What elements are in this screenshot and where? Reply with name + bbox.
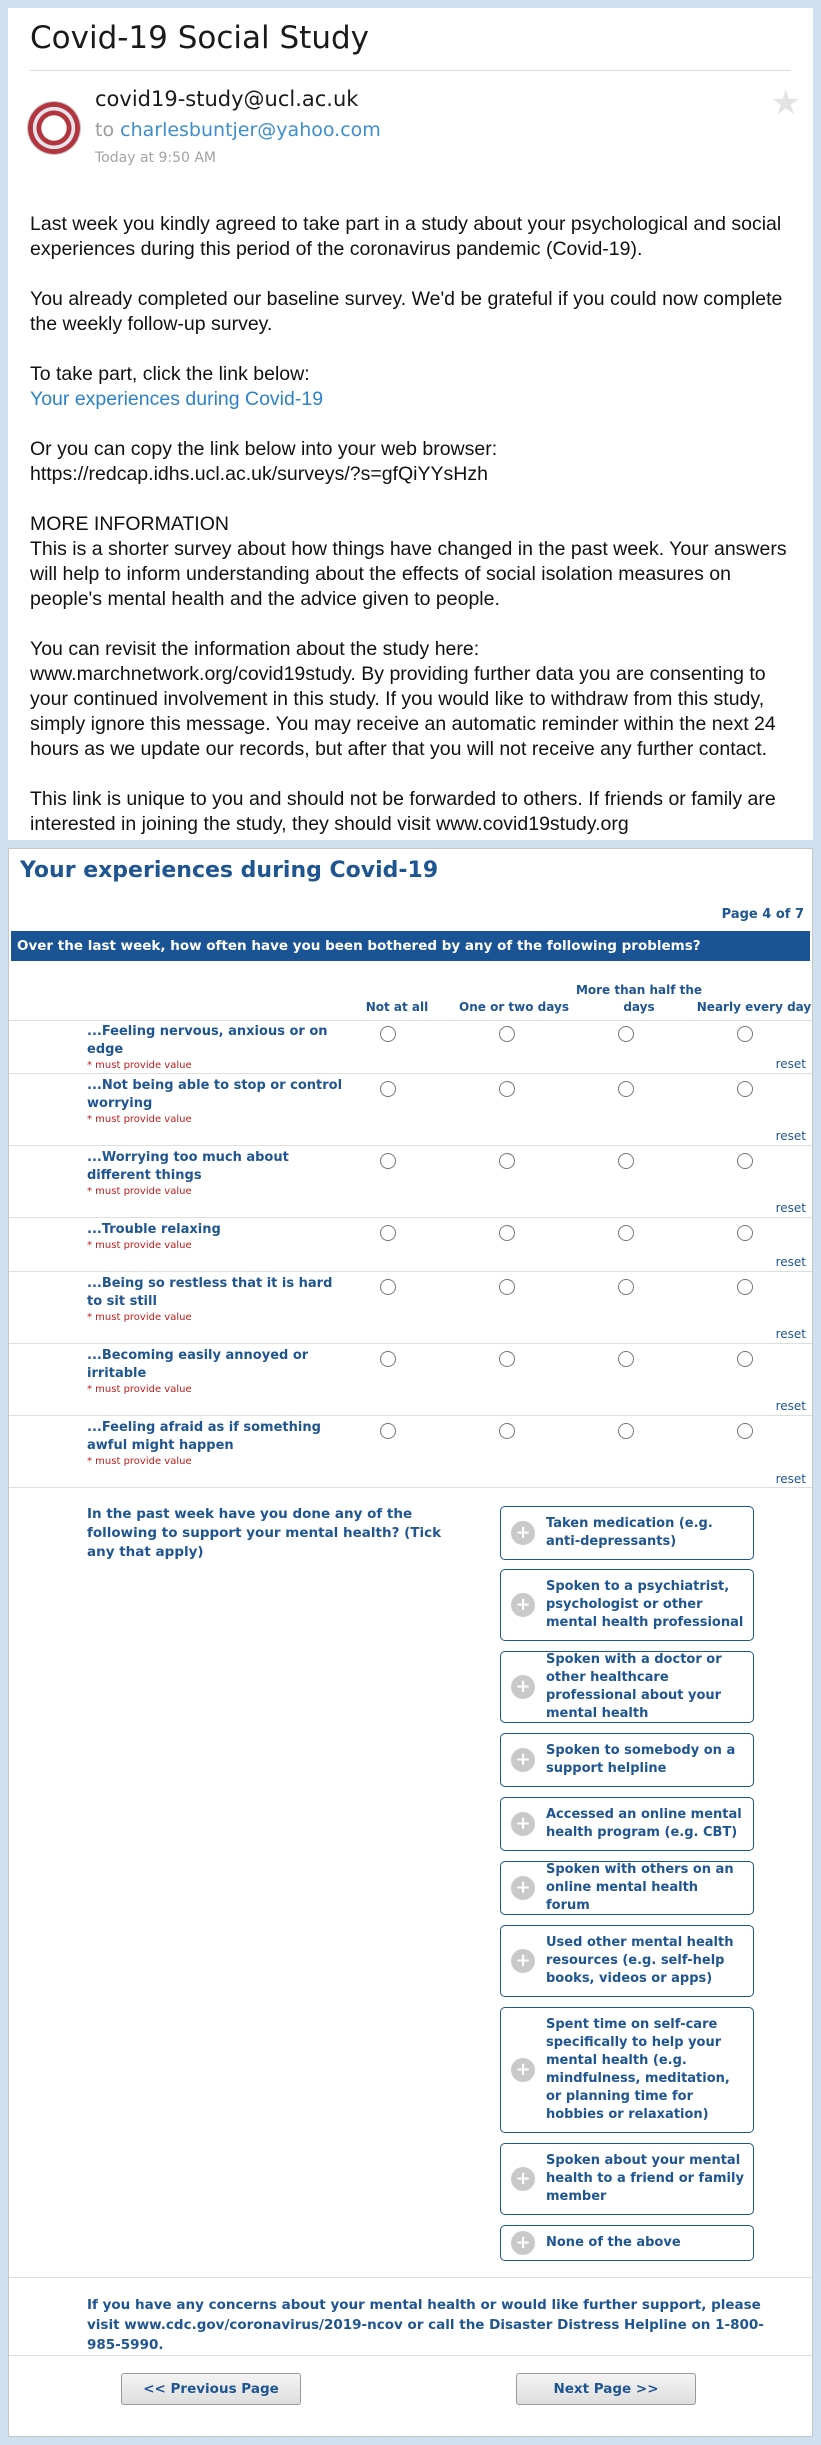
sender-avatar (28, 102, 80, 154)
page-indicator: Page 4 of 7 (721, 907, 804, 922)
body-paragraph (30, 362, 800, 412)
url-intro: Or you can copy the link below into your web browser: (30, 438, 498, 460)
reset-link[interactable]: reset (775, 1201, 806, 1215)
divider (30, 70, 791, 71)
option-psychiatrist[interactable] (500, 1569, 754, 1641)
option-label: Accessed an online mental health program (e.g. CBT) (546, 1807, 742, 1840)
reset-link[interactable]: reset (775, 1399, 806, 1413)
plus-icon: + (511, 1675, 535, 1699)
plus-icon: + (511, 1949, 535, 1973)
radio-nearly-every-day[interactable] (737, 1279, 753, 1295)
option-label: None of the above (546, 2235, 681, 2250)
survey-link[interactable]: Your experiences during Covid-19 (30, 388, 324, 410)
option-other-resources[interactable] (500, 1925, 754, 1997)
reset-link[interactable]: reset (775, 1327, 806, 1341)
option-label: Spoken to a psychiatrist, psychologist or other mental health professional (546, 1579, 744, 1630)
radio-nearly-every-day[interactable] (737, 1026, 753, 1042)
matrix-header: Over the last week, how often have you been bothered by any of the following problems? (11, 931, 810, 961)
body-paragraph: Last week you kindly agreed to take part in a study about your psychological and social experiences during this period of the coronavirus pandemic (Covid-19). (30, 213, 782, 260)
required-note: * must provide value (87, 1060, 192, 1071)
previous-page-button[interactable]: << Previous Page (121, 2373, 301, 2405)
row-divider (9, 1145, 812, 1146)
question-label (87, 1419, 347, 1469)
required-note: * must provide value (87, 1240, 192, 1251)
radio-more-than-half[interactable] (618, 1081, 634, 1097)
option-online-program[interactable] (500, 1797, 754, 1851)
question-text: ...Trouble relaxing (87, 1222, 221, 1237)
required-note: * must provide value (87, 1456, 192, 1467)
required-note: * must provide value (87, 1312, 192, 1323)
row-divider (9, 1073, 812, 1074)
to-label: to (95, 119, 115, 141)
radio-nearly-every-day[interactable] (737, 1081, 753, 1097)
question-row (9, 1415, 812, 1487)
radio-one-or-two-days[interactable] (499, 1081, 515, 1097)
reset-link[interactable]: reset (775, 1255, 806, 1269)
survey-title: Your experiences during Covid-19 (20, 858, 439, 883)
radio-not-at-all[interactable] (380, 1423, 396, 1439)
required-note: * must provide value (87, 1186, 192, 1197)
row-divider (9, 1020, 812, 1021)
plus-icon: + (511, 1748, 535, 1772)
radio-one-or-two-days[interactable] (499, 1423, 515, 1439)
plus-icon: + (511, 2167, 535, 2191)
reset-link[interactable]: reset (775, 1129, 806, 1143)
question-row (9, 1343, 812, 1415)
radio-more-than-half[interactable] (618, 1423, 634, 1439)
radio-one-or-two-days[interactable] (499, 1279, 515, 1295)
question-text: ...Feeling nervous, anxious or on edge (87, 1024, 328, 1057)
radio-nearly-every-day[interactable] (737, 1351, 753, 1367)
question-label (87, 1221, 347, 1253)
question-row (9, 1271, 812, 1343)
email-timestamp: Today at 9:50 AM (95, 150, 217, 166)
star-icon[interactable]: ★ (770, 84, 801, 122)
column-header: Not at all (365, 1000, 429, 1014)
email-panel (8, 8, 813, 840)
option-medication[interactable] (500, 1506, 754, 1560)
radio-more-than-half[interactable] (618, 1026, 634, 1042)
sender-address[interactable]: covid19-study@ucl.ac.uk (95, 87, 359, 111)
link-intro: To take part, click the link below: (30, 363, 310, 385)
option-online-forum[interactable] (500, 1861, 754, 1915)
plus-icon: + (511, 2231, 535, 2255)
option-label: Spoken with a doctor or other healthcare professional about your mental health (546, 1652, 722, 1721)
question-row (9, 1073, 812, 1145)
option-label: Spent time on self-care specifically to help your mental health (e.g. mindfulness, meditation, or planning time for hobbies or relaxation) (546, 2017, 730, 2122)
section-divider (9, 1487, 812, 1488)
body-paragraph: This link is unique to you and should not be forwarded to others. If friends or family are interested in joining the study, they should visit www.covid19study.org (30, 788, 776, 835)
radio-not-at-all[interactable] (380, 1351, 396, 1367)
question-row (9, 1020, 812, 1073)
option-self-care[interactable] (500, 2007, 754, 2133)
row-divider (9, 1415, 812, 1416)
question-label (87, 1275, 347, 1325)
required-note: * must provide value (87, 1114, 192, 1125)
survey-panel (8, 848, 813, 2437)
option-label: Used other mental health resources (e.g. self-help books, videos or apps) (546, 1935, 734, 1986)
column-header: More than half the days (575, 983, 703, 1014)
plus-icon: + (511, 1593, 535, 1617)
plus-icon: + (511, 1521, 535, 1545)
option-label: Spoken with others on an online mental health forum (546, 1862, 734, 1913)
question-text: ...Feeling afraid as if something awful might happen (87, 1420, 321, 1453)
body-paragraph (30, 512, 800, 612)
body-paragraph: You already completed our baseline survey. We'd be grateful if you could now complete the weekly follow-up survey. (30, 288, 783, 335)
radio-one-or-two-days[interactable] (499, 1026, 515, 1042)
radio-not-at-all[interactable] (380, 1153, 396, 1169)
radio-not-at-all[interactable] (380, 1225, 396, 1241)
question-text: ...Worrying too much about different things (87, 1150, 289, 1183)
radio-one-or-two-days[interactable] (499, 1225, 515, 1241)
next-page-button[interactable]: Next Page >> (516, 2373, 696, 2405)
option-label: Spoken to somebody on a support helpline (546, 1743, 736, 1776)
question-text: ...Being so restless that it is hard to sit still (87, 1276, 333, 1309)
survey-url: https://redcap.idhs.ucl.ac.uk/surveys/?s=gfQiYYsHzh (30, 463, 488, 485)
body-paragraph: You can revisit the information about the study here: www.marchnetwork.org/covid19study. By providing further data you are consenting to your continued involvement in this study. If you would like to withdraw from this study, simply ignore this message. You may receive an automatic reminder within the next 24 hours as we update our records, but after that you will not receive any further contact. (30, 638, 776, 760)
required-note: * must provide value (87, 1384, 192, 1395)
option-label: Taken medication (e.g. anti-depressants) (546, 1516, 713, 1549)
column-header: Nearly every day (696, 1000, 812, 1014)
option-none[interactable] (500, 2225, 754, 2261)
question-label (87, 1023, 347, 1073)
recipient-line (95, 119, 381, 141)
row-divider (9, 1217, 812, 1218)
row-divider (9, 1343, 812, 1344)
radio-one-or-two-days[interactable] (499, 1153, 515, 1169)
radio-more-than-half[interactable] (618, 1351, 634, 1367)
question-label (87, 1149, 347, 1199)
plus-icon: + (511, 1876, 535, 1900)
question-text: ...Becoming easily annoyed or irritable (87, 1348, 309, 1381)
more-info-heading: MORE INFORMATION (30, 513, 229, 535)
column-header: One or two days (459, 1000, 569, 1014)
question-label (87, 1077, 347, 1127)
mental-health-question: In the past week have you done any of the following to support your mental health? (Tick any that apply) (87, 1506, 442, 1560)
body-paragraph (30, 437, 800, 487)
section-divider (9, 2277, 812, 2278)
option-helpline[interactable] (500, 1733, 754, 1787)
radio-not-at-all[interactable] (380, 1081, 396, 1097)
radio-nearly-every-day[interactable] (737, 1423, 753, 1439)
radio-not-at-all[interactable] (380, 1026, 396, 1042)
section-divider (9, 2355, 812, 2356)
option-friend-family[interactable] (500, 2143, 754, 2215)
email-subject: Covid-19 Social Study (30, 20, 370, 56)
radio-one-or-two-days[interactable] (499, 1351, 515, 1367)
question-label (87, 1347, 347, 1397)
email-body (30, 212, 800, 862)
more-info-text: This is a shorter survey about how things have changed in the past week. Your answers will help to inform understanding about the effects of social isolation measures on people's mental health and the advice given to people. (30, 538, 787, 610)
option-label: Spoken about your mental health to a friend or family member (546, 2153, 744, 2204)
radio-more-than-half[interactable] (618, 1153, 634, 1169)
question-row (9, 1217, 812, 1271)
radio-nearly-every-day[interactable] (737, 1225, 753, 1241)
radio-nearly-every-day[interactable] (737, 1153, 753, 1169)
radio-not-at-all[interactable] (380, 1279, 396, 1295)
plus-icon: + (511, 1812, 535, 1836)
reset-link[interactable]: reset (775, 1057, 806, 1071)
row-divider (9, 1271, 812, 1272)
radio-more-than-half[interactable] (618, 1279, 634, 1295)
support-note: If you have any concerns about your mental health or would like further support, please visit www.cdc.gov/coronavirus/2019-ncov or call the Disaster Distress Helpline on 1-800-985-5990. (87, 2297, 764, 2353)
option-doctor[interactable] (500, 1651, 754, 1723)
question-text: ...Not being able to stop or control worrying (87, 1078, 343, 1111)
question-row (9, 1145, 812, 1217)
radio-more-than-half[interactable] (618, 1225, 634, 1241)
plus-icon: + (511, 2058, 535, 2082)
recipient-address[interactable]: charlesbuntjer@yahoo.com (120, 119, 381, 141)
reset-link[interactable]: reset (775, 1472, 806, 1486)
